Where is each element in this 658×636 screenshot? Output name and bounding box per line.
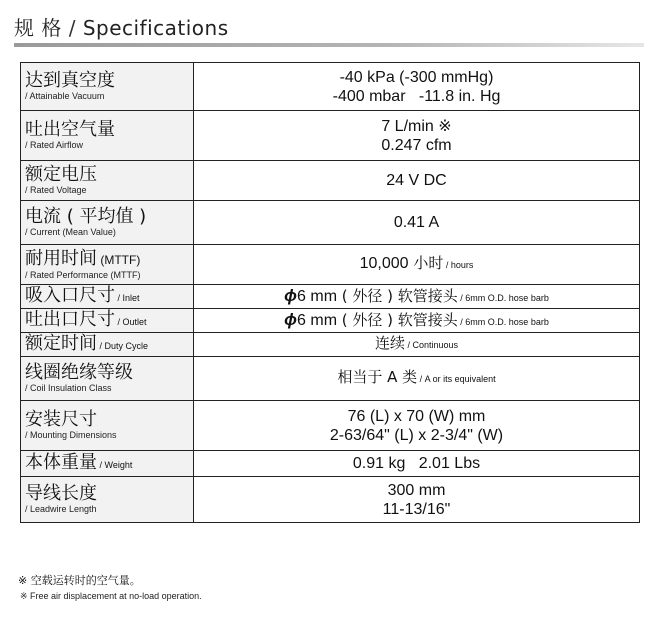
spec-row-rated-performance — [21, 245, 640, 285]
spec-value-line1: 300 mm — [387, 481, 446, 499]
spec-row-leadwire-length — [21, 477, 640, 523]
spec-label-cell — [21, 357, 194, 401]
spec-label-cell — [21, 285, 194, 309]
spec-label-zh: 吸入口尺寸 — [25, 284, 115, 306]
spec-value-cell — [194, 401, 640, 451]
diameter-symbol: ϕ — [284, 285, 298, 305]
spec-label-zh: 吐出空气量 — [25, 119, 115, 140]
spec-label-en: / Mounting Dimensions — [25, 430, 117, 440]
heading-slash: / — [61, 16, 83, 40]
spec-value-line1: -40 kPa (-300 mmHg) — [339, 68, 494, 86]
heading-underline — [14, 43, 644, 47]
spec-value-cell — [194, 111, 640, 161]
diameter-symbol: ϕ — [284, 309, 298, 329]
spec-label-zh-suffix: (MTTF) — [97, 252, 141, 267]
spec-label-cell — [21, 245, 194, 285]
spec-value-zh: ( 外径 ) 软管接头 — [337, 310, 458, 329]
spec-label-en: / Current (Mean Value) — [25, 227, 116, 237]
spec-label-zh-group — [25, 310, 193, 332]
spec-value-line1-group — [194, 286, 639, 308]
spec-label-en: / Attainable Vacuum — [25, 91, 105, 101]
spec-value-en: / 6mm O.D. hose barb — [457, 316, 549, 327]
spec-value-en: / 6mm O.D. hose barb — [457, 292, 549, 303]
spec-label-zh: 达到真空度 — [25, 70, 115, 91]
spec-value-cell — [194, 161, 640, 201]
spec-value-cell — [194, 477, 640, 523]
spec-value-line2: 0.247 cfm — [381, 136, 452, 154]
spec-value-line2: 2-63/64" (L) x 2-3/4" (W) — [329, 426, 504, 444]
spec-row-duty-cycle — [21, 333, 640, 357]
spec-label-zh: 线圈绝缘等级 — [25, 362, 133, 383]
spec-row-coil-insulation — [21, 357, 640, 401]
spec-value-cell — [194, 63, 640, 111]
spec-row-weight — [21, 451, 640, 477]
footnote-en: ※ Free air displacement at no-load operation. — [20, 591, 202, 601]
spec-label-cell — [21, 161, 194, 201]
spec-value-cell — [194, 333, 640, 357]
spec-label-zh: 本体重量 — [25, 451, 97, 473]
spec-value-number: 10,000 — [359, 255, 409, 272]
spec-row-rated-airflow — [21, 111, 640, 161]
spec-value-cell — [194, 451, 640, 477]
spec-value-zh: 连续 — [374, 334, 405, 352]
spec-label-zh: 导线长度 — [25, 483, 97, 504]
spec-value-line2: 11-13/16" — [382, 500, 451, 518]
spec-value-line1: 0.91 kg 2.01 Lbs — [352, 455, 481, 472]
spec-label-cell — [21, 111, 194, 161]
spec-value-line1: 0.41 A — [393, 214, 440, 231]
spec-label-zh-group — [25, 286, 193, 308]
spec-label-zh: 额定时间 — [25, 332, 97, 354]
spec-label-zh-group — [25, 334, 193, 356]
footnotes — [18, 573, 202, 603]
spec-value-zh: 相当于 A 类 — [337, 368, 418, 386]
heading-zh: 规 格 — [14, 16, 62, 40]
page-heading — [14, 12, 229, 41]
spec-row-inlet — [21, 285, 640, 309]
spec-label-en-inline: / Weight — [97, 459, 133, 470]
spec-value-line1: 76 (L) x 70 (W) mm — [347, 407, 486, 425]
spec-label-cell — [21, 309, 194, 333]
spec-label-en: / Leadwire Length — [25, 504, 97, 514]
spec-value-line1-group — [194, 310, 639, 332]
spec-value-cell — [194, 309, 640, 333]
spec-value-number: 6 mm — [297, 287, 338, 305]
spec-label-zh-group — [25, 249, 193, 270]
spec-value-cell — [194, 245, 640, 285]
spec-label-zh: 安装尺寸 — [25, 409, 97, 430]
spec-value-en: / Continuous — [404, 340, 459, 350]
spec-value-line1-group — [194, 334, 639, 355]
spec-label-en-inline: / Outlet — [115, 316, 147, 327]
spec-row-attainable-vacuum — [21, 63, 640, 111]
spec-value-cell — [194, 201, 640, 245]
footnote-zh: ※ 空载运转时的空气量。 — [18, 574, 141, 587]
spec-label-zh: 额定电压 — [25, 164, 97, 185]
spec-label-en-inline: / Duty Cycle — [97, 340, 149, 351]
spec-value-cell — [194, 357, 640, 401]
spec-label-cell — [21, 401, 194, 451]
spec-row-outlet — [21, 309, 640, 333]
spec-label-zh: 吐出口尺寸 — [25, 308, 115, 330]
spec-value-en: / hours — [443, 260, 474, 270]
heading-en: Specifications — [82, 16, 229, 40]
spec-row-rated-voltage — [21, 161, 640, 201]
spec-value-line1-group — [194, 254, 639, 275]
spec-label-cell — [21, 477, 194, 523]
spec-row-mounting-dimensions — [21, 401, 640, 451]
spec-value-line2: -400 mbar -11.8 in. Hg — [332, 87, 501, 105]
specifications-table — [20, 62, 640, 523]
spec-value-en: / A or its equivalent — [417, 374, 496, 384]
spec-label-en: / Rated Airflow — [25, 140, 84, 150]
spec-value-zh: 小时 — [408, 254, 444, 272]
spec-row-current — [21, 201, 640, 245]
spec-label-cell — [21, 333, 194, 357]
spec-label-en-inline: / Inlet — [115, 292, 140, 303]
spec-label-en: / Coil Insulation Class — [25, 383, 112, 393]
spec-label-cell — [21, 451, 194, 477]
spec-label-zh-group — [25, 453, 193, 475]
spec-label-cell — [21, 63, 194, 111]
spec-value-cell — [194, 285, 640, 309]
spec-label-en: / Rated Performance (MTTF) — [25, 269, 141, 280]
spec-value-line1: 24 V DC — [386, 172, 447, 189]
spec-label-cell — [21, 201, 194, 245]
spec-value-zh: ( 外径 ) 软管接头 — [337, 286, 458, 305]
spec-value-line1-group — [194, 368, 639, 389]
spec-value-line1: 7 L/min ※ — [381, 117, 452, 135]
spec-label-en: / Rated Voltage — [25, 185, 87, 195]
spec-label-zh: 耐用时间 — [25, 247, 97, 269]
spec-value-number: 6 mm — [297, 311, 338, 329]
spec-label-zh: 电流 ( 平均值 ) — [25, 206, 147, 227]
